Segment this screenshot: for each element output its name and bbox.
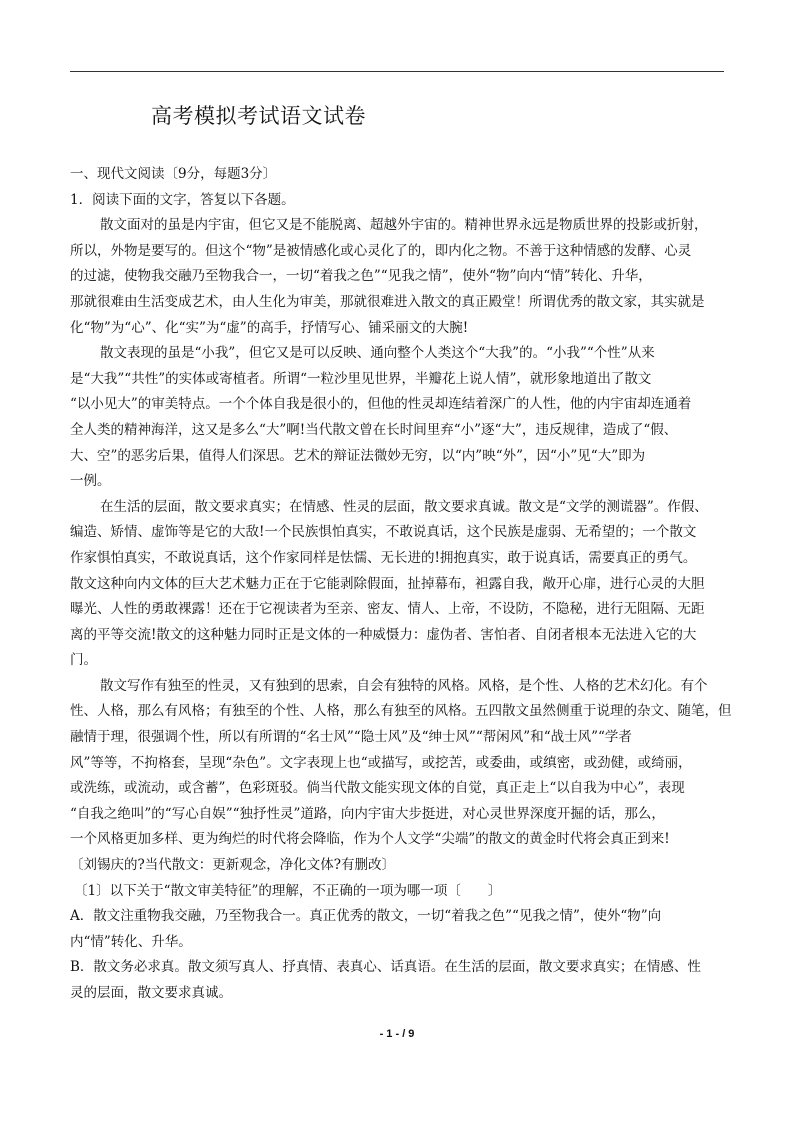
text-line: 门。 <box>70 652 97 669</box>
text-line: 性、人格，那么有风格；有独至的个性、人格，那么有独至的风格。五四散文虽然侧重于说理的杂文、随笔，但 <box>70 703 732 720</box>
page-number: - 1 - / 9 <box>379 1028 415 1040</box>
text-line: 风”等等，不拘格套，呈现“杂色”。文字表现上也“或描写，或挖苦，或委曲，或缜密，或劲健，或绮丽， <box>70 754 692 771</box>
source-note: 〔刘锡庆的?当代散文：更新观念，净化文体?有删改〕 <box>70 857 395 874</box>
option-line: 灵的层面，散文要求真诚。 <box>70 985 232 1001</box>
text-line: 散文这种向内文体的巨大艺术魅力正在于它能剥除假面，扯掉幕布，袒露自我，敞开心扉，进行心灵的大胆 <box>70 575 705 592</box>
text-line: 散文表现的虽是“小我”，但它又是可以反映、通向整个人类这个“大我”的。“小我”“个性”从来 <box>100 345 655 362</box>
text-line: 作家惧怕真实，不敢说真话，这个作家同样是怯懦、无长进的!拥抱真实，敢于说真话，需要真正的勇气。 <box>70 549 697 566</box>
paragraph-4 <box>70 674 752 853</box>
paragraph-2 <box>70 341 752 495</box>
text-line: 大、空”的恶劣后果，值得人们深思。艺术的辩证法微妙无穷，以“内”映“外”，因“小”见“大”即为 <box>70 447 646 464</box>
sub-question: 〔1〕以下关于“散文审美特征”的理解，不正确的一项为哪一项〔 〕 <box>74 882 502 899</box>
text-line: “以小见大”的审美特点。一个个体自我是很小的，但他的性灵却连结着深广的人性，他的内宇宙却连通着 <box>70 396 692 413</box>
header-rule <box>70 71 724 72</box>
text-line: 散文写作有独至的性灵，又有独到的思索，自会有独特的风格。风格，是个性、人格的艺术幻化。有个 <box>100 677 708 694</box>
question-intro: 1．阅读下面的文字，答复以下各题。 <box>70 191 295 208</box>
text-line: 一例。 <box>70 473 111 490</box>
text-line: 散文面对的虽是内宇宙，但它又是不能脱离、超越外宇宙的。精神世界永远是物质世界的投影或折射， <box>100 217 708 234</box>
text-line: “自我之绝叫”的“写心自娱”“独抒性灵”道路，向内宇宙大步挺进，对心灵世界深度开掘的话，那么， <box>70 805 665 822</box>
text-line: 是“大我”“共性”的实体或寄植者。所谓“一粒沙里见世界，半瓣花上说人情”，就形象地道出了散文 <box>70 370 652 387</box>
exam-title: 高考模拟考试语文试卷 <box>151 104 366 128</box>
option-a <box>70 904 752 955</box>
paragraph-1 <box>70 213 752 341</box>
section-heading: 一、现代文阅读〔9分，每题3分〕 <box>70 166 277 182</box>
option-line: 内“情”转化、升华。 <box>70 933 192 950</box>
text-line: 一个风格更加多样、更为绚烂的时代将会降临，作为个人文学“尖端”的散文的黄金时代将会真正到来! <box>70 831 670 848</box>
option-line: A．散文注重物我交融，乃至物我合一。真正优秀的散文，一切“着我之色”“见我之情”，使外“物”向 <box>70 908 662 925</box>
paragraph-3 <box>70 495 752 674</box>
option-b <box>70 955 752 1006</box>
text-line: 在生活的层面，散文要求真实；在情感、性灵的层面，散文要求真诚。散文是“文学的测谎器”。作假、 <box>100 498 708 515</box>
text-line: 全人类的精神海洋，这又是多么“大”啊!当代散文曾在长时间里弃“小”逐“大”，违反规律，造成了“假、 <box>70 421 678 438</box>
text-line: 编造、矫情、虚饰等是它的大敌!一个民族惧怕真实，不敢说真话，这个民族是虚弱、无希望的；一个散文 <box>70 524 697 541</box>
text-line: 离的平等交流!散文的这种魅力同时正是文体的一种威慑力：虚伪者、害怕者、自闭者根本无法进入它的大 <box>70 626 697 643</box>
text-line: 或洗练，或流动，或含蓄”，色彩斑驳。倘当代散文能实现文体的自觉，真正走上“以自我为中心”，表现 <box>70 780 685 797</box>
option-line: B．散文务必求真。散文须写真人、抒真情、表真心、话真语。在生活的层面，散文要求真实；在情感、性 <box>70 959 701 976</box>
text-line: 化“物”为“心”、化“实”为“虚”的高手，抒情写心、铺采丽文的大腕! <box>70 319 469 336</box>
document-body <box>70 162 752 1007</box>
text-line: 融情于理，很强调个性，所以有所谓的“名士风”“隐士风”及“绅士风”“帮闲风”和“战士风”“学者 <box>70 729 632 746</box>
text-line: 所以，外物是要写的。但这个“物”是被情感化或心灵化了的，即内化之物。不善于这种情感的发酵、心灵 <box>70 242 692 259</box>
text-line: 那就很难由生活变成艺术，由人生化为审美，那就很难进入散文的真正殿堂！所谓优秀的散文家，其实就是 <box>70 293 705 310</box>
text-line: 曝光、人性的勇敢裸露！还在于它视读者为至亲、密友、情人、上帝，不设防，不隐秘，进行无阻隔、无距 <box>70 601 705 618</box>
text-line: 的过滤，使物我交融乃至物我合一，一切“着我之色”“见我之情”，使外“物”向内“情”转化、升华， <box>70 268 652 285</box>
